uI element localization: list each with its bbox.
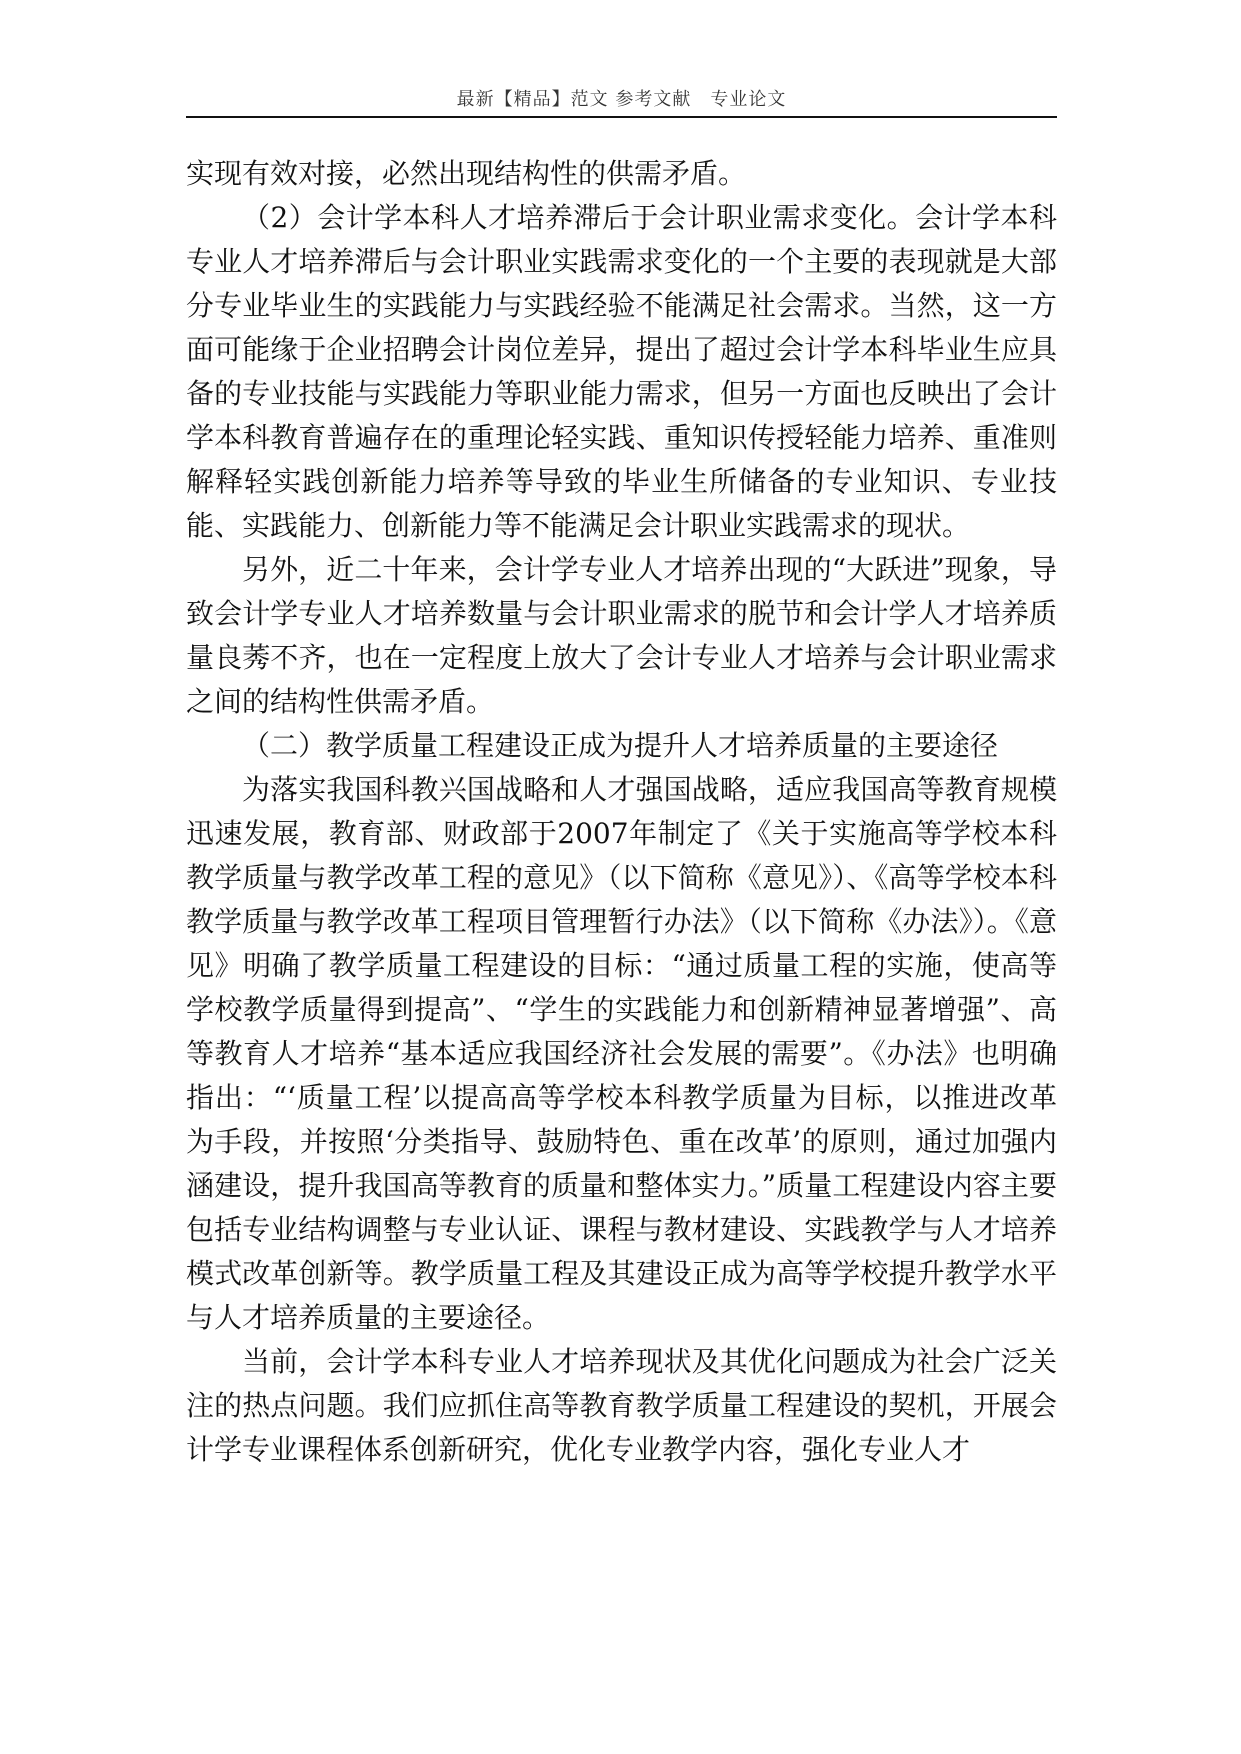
paragraph-4: 为落实我国科教兴国战略和人才强国战略，适应我国高等教育规模迅速发展，教育部、财政部于2007年制定了《关于实施高等学校本科教学质量与教学改革工程的意见》（以下简称《意见》）、《高等学校本科教学质量与教学改革工程项目管理暂行办法》（以下简称《办法》）。《意见》明确了教学质量工程建设的目标：“通过质量工程的实施，使高等学校教学质量得到提高”、“学生的实践能力和创新精神显著增强”、高等教育人才培养“基本适应我国经济社会发展的需要”。《办法》也明确指出：“‘质量工程’以提高高等学校本科教学质量为目标，以推进改革为手段，并按照‘分类指导、鼓励特色、重在改革’的原则，通过加强内涵建设，提升我国高等教育的质量和整体实力。”质量工程建设内容主要包括专业结构调整与专业认证、课程与教材建设、实践教学与人才培养模式改革创新等。教学质量工程及其建设正成为高等学校提升教学水平与人才培养质量的主要途径。 <box>186 773 1057 1334</box>
paragraph-5: 当前，会计学本科专业人才培养现状及其优化问题成为社会广泛关注的热点问题。我们应抓住高等教育教学质量工程建设的契机，开展会计学专业课程体系创新研究，优化专业教学内容，强化专业人才 <box>186 1345 1057 1466</box>
section-heading: （二）教学质量工程建设正成为提升人才培养质量的主要途径 <box>242 729 999 762</box>
document-body <box>186 152 1057 1472</box>
paragraph-3: 另外，近二十年来，会计学专业人才培养出现的“大跃进”现象，导致会计学专业人才培养数量与会计职业需求的脱节和会计学人才培养质量良莠不齐，也在一定程度上放大了会计专业人才培养与会计职业需求之间的结构性供需矛盾。 <box>186 553 1057 718</box>
paragraph-2: （2）会计学本科人才培养滞后于会计职业需求变化。会计学本科专业人才培养滞后与会计职业实践需求变化的一个主要的表现就是大部分专业毕业生的实践能力与实践经验不能满足社会需求。当然，这一方面可能缘于企业招聘会计岗位差异，提出了超过会计学本科毕业生应具备的专业技能与实践能力等职业能力需求，但另一方面也反映出了会计学本科教育普遍存在的重理论轻实践、重知识传授轻能力培养、重准则解释轻实践创新能力培养等导致的毕业生所储备的专业知识、专业技能、实践能力、创新能力等不能满足会计职业实践需求的现状。 <box>186 201 1057 542</box>
page-header: 最新【精品】范文 参考文献 专业论文 <box>456 89 787 110</box>
paragraph-1: 实现有效对接，必然出现结构性的供需矛盾。 <box>186 157 747 190</box>
header-divider <box>186 116 1057 118</box>
